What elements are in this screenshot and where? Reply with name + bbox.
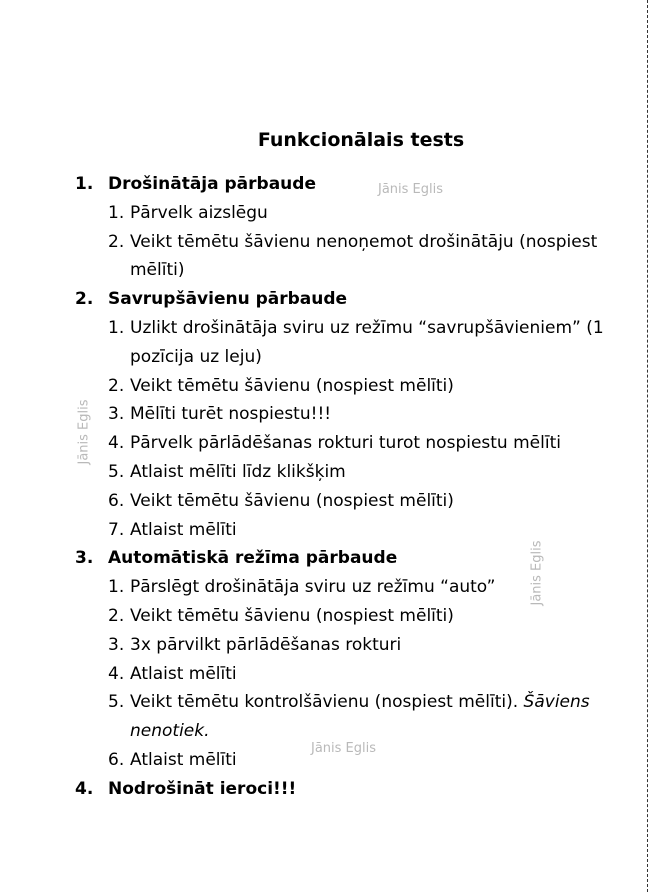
list-item	[0, 688, 622, 746]
step-text: Atlaist mēlīti	[130, 663, 237, 684]
watermark-text: Jānis Eglis	[378, 182, 444, 197]
section-heading	[0, 285, 646, 314]
step-text: Atlaist mēlīti	[130, 749, 237, 770]
list-item	[0, 602, 622, 631]
step-number: 4.	[108, 433, 125, 454]
step-emphasis: Šāviens nenotiek.	[130, 692, 590, 742]
section-single-shot-check	[0, 285, 646, 544]
step-number: 4.	[108, 663, 125, 684]
step-text: Uzlikt drošinātāja sviru uz režīmu “savrupšāvieniem” (1 pozīcija uz leju)	[130, 317, 604, 367]
step-number: 2.	[108, 375, 125, 396]
step-text: Atlaist mēlīti	[130, 519, 237, 540]
section-title: Nodrošināt ieroci!!!	[108, 778, 297, 799]
step-text: Pārslēgt drošinātāja sviru uz režīmu “auto”	[130, 577, 496, 598]
section-secure-weapon	[0, 775, 646, 804]
watermark-text: Jānis Eglis	[76, 399, 92, 465]
list-item	[0, 199, 622, 228]
list-item	[0, 660, 622, 689]
watermark-text: Jānis Eglis	[311, 741, 377, 756]
step-text: Veikt tēmētu šāvienu (nospiest mēlīti)	[130, 490, 454, 511]
section-safety-check	[0, 170, 646, 285]
step-text: Atlaist mēlīti līdz klikšķim	[130, 461, 346, 482]
section-number: 3.	[75, 548, 94, 569]
step-text: Veikt tēmētu šāvienu (nospiest mēlīti)	[130, 375, 454, 396]
step-list	[0, 314, 646, 544]
watermark-text: Jānis Eglis	[529, 540, 545, 606]
section-title: Drošinātāja pārbaude	[108, 174, 316, 194]
step-number: 2.	[108, 605, 125, 626]
document-title: Funkcionālais tests	[257, 129, 465, 151]
step-text: Pārvelk pārlādēšanas rokturi turot nospiestu mēlīti	[130, 433, 561, 454]
step-text: Veikt tēmētu šāvienu (nospiest mēlīti)	[130, 605, 454, 626]
list-item	[0, 458, 622, 487]
list-item	[0, 372, 622, 401]
step-number: 3.	[108, 404, 125, 425]
section-number: 1.	[75, 174, 94, 194]
section-number: 4.	[75, 778, 94, 799]
section-heading	[0, 775, 646, 804]
step-text: 3x pārvilkt pārlādēšanas rokturi	[130, 634, 402, 655]
step-number: 5.	[108, 461, 125, 482]
step-text: Veikt tēmētu šāvienu nenoņemot drošinātāju (nospiest mēlīti)	[130, 231, 598, 281]
step-text: Pārvelk aizslēgu	[130, 202, 268, 223]
list-item	[0, 400, 622, 429]
list-item	[0, 631, 622, 660]
step-number: 3.	[108, 634, 125, 655]
section-number: 2.	[75, 289, 94, 310]
step-text: Mēlīti turēt nospiestu!!!	[130, 404, 332, 425]
step-list	[0, 199, 646, 285]
step-number: 1.	[108, 317, 125, 338]
list-item	[0, 228, 622, 286]
step-number: 1.	[108, 202, 125, 223]
list-item	[0, 487, 622, 516]
section-heading	[0, 544, 646, 573]
step-number: 2.	[108, 231, 125, 252]
list-item	[0, 314, 622, 372]
step-text: Veikt tēmētu kontrolšāvienu (nospiest mēlīti).	[130, 692, 519, 713]
step-number: 6.	[108, 490, 125, 511]
step-number: 7.	[108, 519, 125, 540]
step-number: 6.	[108, 749, 125, 770]
test-outline	[0, 170, 646, 804]
section-heading	[0, 170, 646, 199]
list-item	[0, 429, 622, 458]
step-number: 1.	[108, 577, 125, 598]
section-title: Automātiskā režīma pārbaude	[108, 548, 398, 569]
step-number: 5.	[108, 692, 125, 713]
section-title: Savrupšāvienu pārbaude	[108, 289, 348, 310]
